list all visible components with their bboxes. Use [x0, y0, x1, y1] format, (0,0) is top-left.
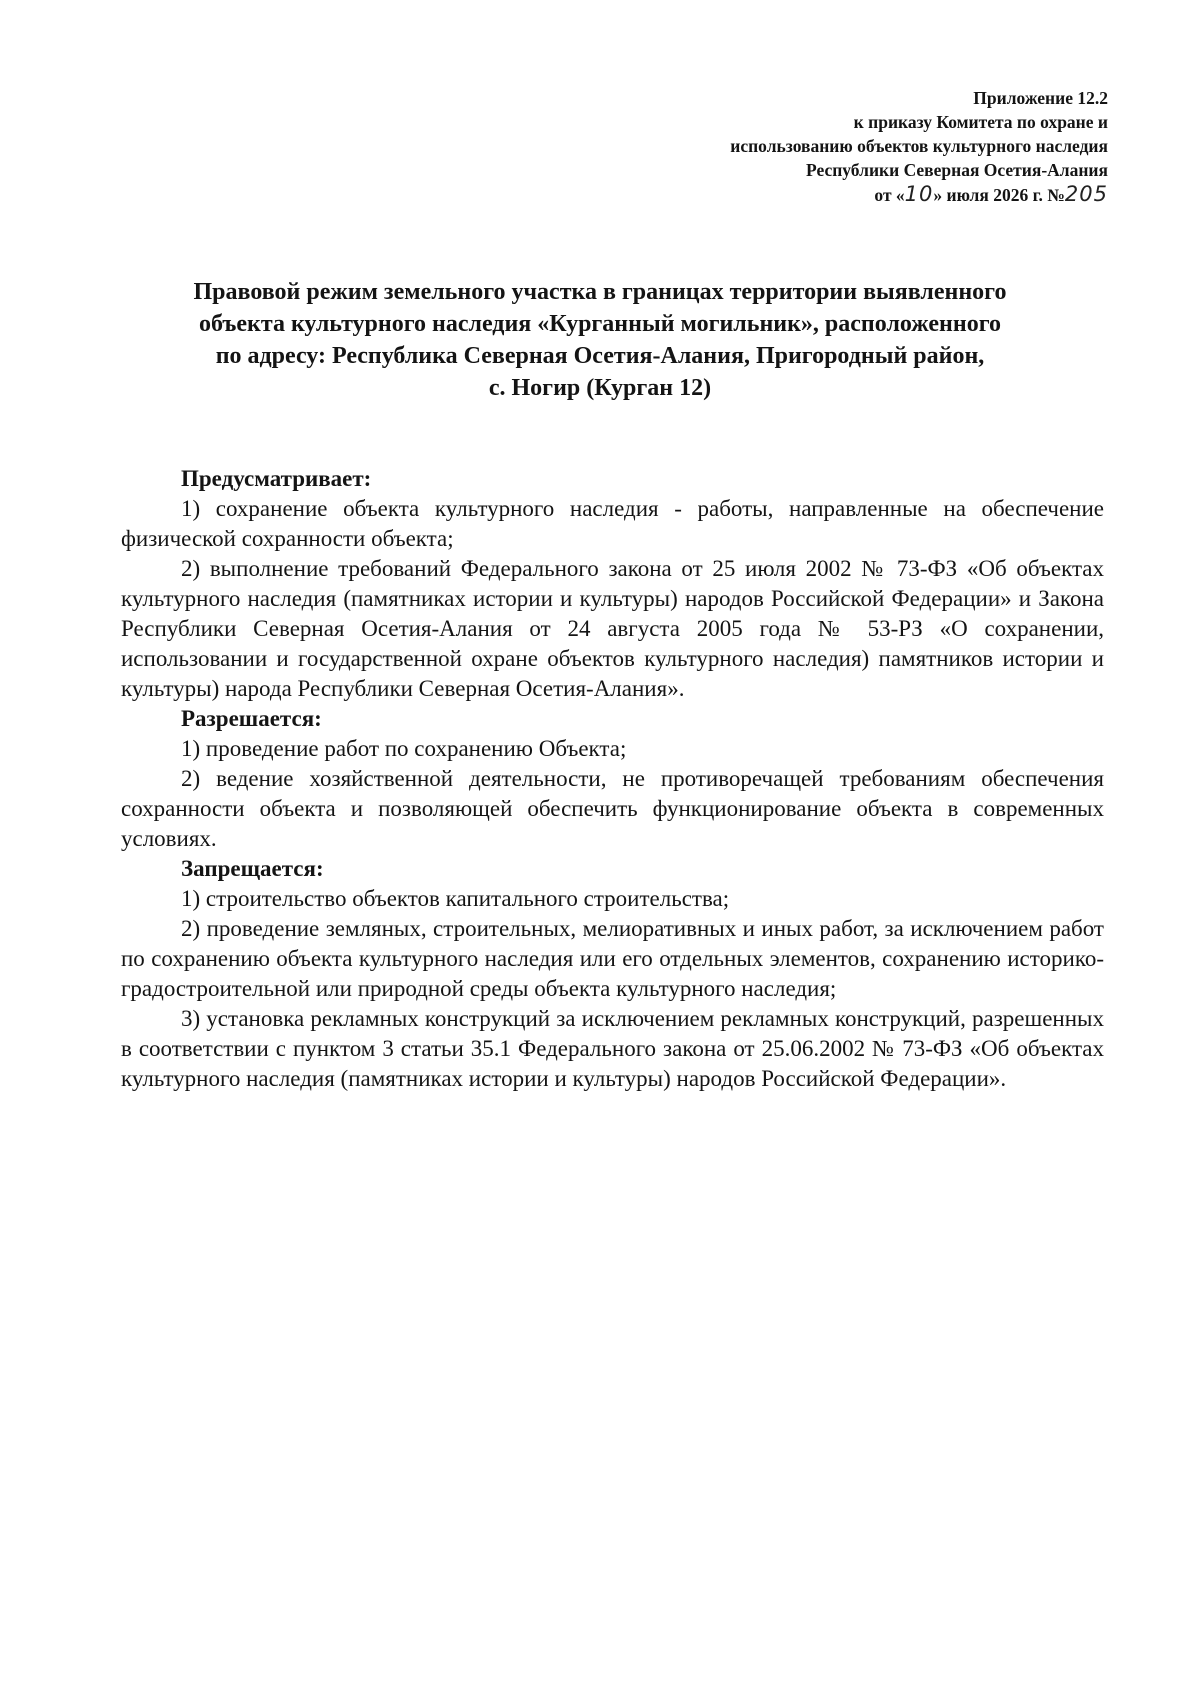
- prohibited-item-3: 3) установка рекламных конструкций за исключением рекламных конструкций, разрешенных в соответствии с пунктом 3 статьи 35.1 Федерального закона от 25.06.2002 № 73-ФЗ «Об объектах культурного наследия (памятниках истории и культуры) народов Российской Федерации».: [121, 1006, 1104, 1091]
- order-reference: к приказу Комитета по охране и: [853, 112, 1108, 132]
- allowed-item-1: 1) проведение работ по сохранению Объекта;: [181, 736, 627, 761]
- document-title: [120, 276, 1080, 404]
- title-line-2: объекта культурного наследия «Курганный могильник», расположенного: [198, 311, 1002, 337]
- title-line-1: Правовой режим земельного участка в границах территории выявленного: [193, 279, 1007, 305]
- handwritten-order-number: 205: [1064, 182, 1108, 206]
- section-heading-allowed: Разрешается:: [181, 706, 322, 731]
- section-heading-prohibited: Запрещается:: [181, 856, 324, 881]
- allowed-item-2: 2) ведение хозяйственной деятельности, не противоречащей требованиям обеспечения сохранности объекта и позволяющей обеспечить функционирование объекта в современных условиях.: [121, 766, 1104, 851]
- prohibited-item-2: 2) проведение земляных, строительных, мелиоративных и иных работ, за исключением работ по сохранению объекта культурного наследия или его отдельных элементов, сохранению историко-градостроительной или природной среды объекта культурного наследия;: [121, 916, 1104, 1001]
- republic-name: Республики Северная Осетия-Алания: [806, 160, 1108, 180]
- title-line-4: с. Ногир (Курган 12): [488, 375, 712, 401]
- provides-item-2: 2) выполнение требований Федерального закона от 25 июля 2002 № 73-ФЗ «Об объектах культурного наследия (памятниках истории и культуры) народов Российской Федерации» и Закона Республики Северная Осетия-Алания от 24 августа 2005 года № 53-РЗ «О сохранении, использовании и государственной охране объектов культурного наследия) памятников истории и культуры) народа Республики Северная Осетия-Алания».: [121, 556, 1104, 701]
- date-middle: » июля 2026 г. №: [933, 185, 1065, 205]
- prohibited-item-1: 1) строительство объектов капитального строительства;: [181, 886, 730, 911]
- handwritten-day: 10: [904, 182, 934, 206]
- provides-item-1: 1) сохранение объекта культурного наследия - работы, направленные на обеспечение физической сохранности объекта;: [121, 496, 1104, 551]
- committee-name: использованию объектов культурного наследия: [730, 136, 1108, 156]
- appendix-header: [730, 86, 1108, 207]
- document-body: [121, 464, 1104, 1094]
- order-date-line: [730, 182, 1108, 207]
- date-prefix: от «: [874, 185, 905, 205]
- title-line-3: по адресу: Республика Северная Осетия-Алания, Пригородный район,: [215, 343, 985, 369]
- section-heading-provides: Предусматривает:: [181, 466, 372, 491]
- appendix-number: Приложение 12.2: [973, 88, 1108, 108]
